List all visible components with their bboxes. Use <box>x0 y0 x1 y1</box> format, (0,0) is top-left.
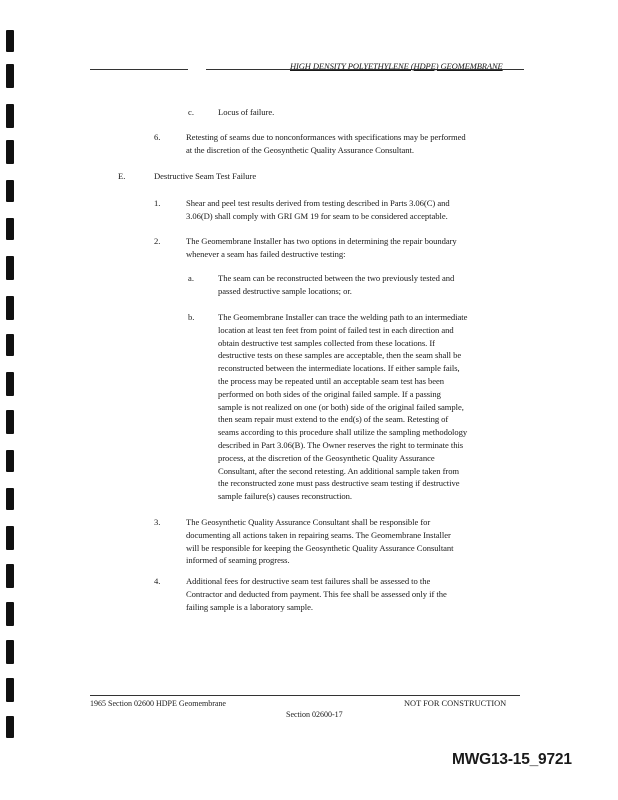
binder-mark <box>6 410 14 434</box>
item-2b-marker: b. <box>188 312 195 322</box>
binder-mark <box>6 602 14 626</box>
text-line: The seam can be reconstructed between the two previously tested and <box>218 273 455 283</box>
section-e-heading: Destructive Seam Test Failure <box>154 171 257 181</box>
text-line: Additional fees for destructive seam test failures shall be assessed to the <box>186 576 431 586</box>
text-line: The Geosynthetic Quality Assurance Consultant shall be responsible for <box>186 517 431 527</box>
item-2a-text <box>218 272 454 298</box>
binder-mark <box>6 564 14 588</box>
binder-mark <box>6 296 14 320</box>
item-6-marker: 6. <box>154 132 161 142</box>
item-1-marker: 1. <box>154 198 161 208</box>
text-line: then seam repair must extend to the end(s) of the seam. Retesting of <box>218 414 449 425</box>
text-line: whenever a seam has failed destructive testing: <box>186 248 346 259</box>
footer-page-number: Section 02600-17 <box>286 710 343 719</box>
text-line: sample failure(s) causes reconstruction. <box>218 491 353 502</box>
text-line: documenting all actions taken in repairing seams. The Geomembrane Installer <box>186 529 451 540</box>
text-line: at the discretion of the Geosynthetic Quality Assurance Consultant. <box>186 144 414 155</box>
text-line: will be responsible for keeping the Geosynthetic Quality Assurance Consultant <box>186 542 454 553</box>
item-3-marker: 3. <box>154 517 161 527</box>
binder-mark <box>6 64 14 88</box>
binder-mark <box>6 104 14 128</box>
binder-mark <box>6 256 14 280</box>
item-2-marker: 2. <box>154 236 161 246</box>
binder-mark <box>6 180 14 202</box>
binder-mark <box>6 30 14 52</box>
binder-mark <box>6 678 14 702</box>
text-line: passed destructive sample locations; or. <box>218 285 352 296</box>
binder-mark <box>6 450 14 472</box>
binder-mark <box>6 140 14 164</box>
section-e-marker: E. <box>118 171 126 181</box>
footer-left: 1965 Section 02600 HDPE Geomembrane <box>90 699 226 708</box>
text-line: performed on both sides of the original failed sample. If a passing <box>218 388 441 399</box>
text-line: Retesting of seams due to nonconformances with specifications may be performed <box>186 132 466 142</box>
text-line: The Geomembrane Installer can trace the welding path to an intermediate <box>218 312 468 322</box>
text-line: The Geomembrane Installer has two options in determining the repair boundary <box>186 236 457 246</box>
item-6-text <box>186 131 466 157</box>
text-line: destructive tests on these samples are acceptable, then the seam shall be <box>218 350 462 361</box>
bates-stamp: MWG13-15_9721 <box>452 751 572 768</box>
footer-rule <box>90 695 520 696</box>
text-line: Contractor and deducted from payment. This fee shall be assessed only if the <box>186 588 447 599</box>
text-line: the reconstructed zone must pass destructive seam testing if destructive <box>218 478 460 489</box>
text-line: obtain destructive test samples collected from these locations. If <box>218 337 435 348</box>
binder-mark <box>6 526 14 550</box>
footer-right: NOT FOR CONSTRUCTION <box>404 699 507 708</box>
item-3-text <box>186 516 454 567</box>
binder-mark <box>6 334 14 356</box>
item-2-text <box>186 235 457 261</box>
item-4-text <box>186 575 447 613</box>
binder-mark <box>6 716 14 738</box>
text-line: failing sample is a laboratory sample. <box>186 601 313 612</box>
item-c-marker: c. <box>188 107 194 117</box>
text-line: Consultant, after the second retesting. An additional sample taken from <box>218 465 460 476</box>
item-2b-text <box>218 311 467 503</box>
text-line: location at least ten feet from point of failed test in each direction and <box>218 324 454 335</box>
text-line: the process may be repeated until an acceptable seam test has been <box>218 375 445 386</box>
header-rule-left <box>90 69 188 70</box>
text-line: 3.06(D) shall comply with GRI GM 19 for seam to be considered acceptable. <box>186 210 448 221</box>
binder-mark <box>6 640 14 664</box>
header-title: HIGH DENSITY POLYETHYLENE (HDPE) GEOMEMBRANE <box>290 61 503 71</box>
text-line: sample is not realized on one (or both) side of the original failed sample, <box>218 401 464 412</box>
item-2a-marker: a. <box>188 273 194 283</box>
binder-mark <box>6 372 14 396</box>
text-line: informed of seaming progress. <box>186 555 290 566</box>
binder-mark <box>6 488 14 510</box>
item-c-text: Locus of failure. <box>218 107 275 117</box>
item-1-text <box>186 197 450 223</box>
text-line: process, at the discretion of the Geosynthetic Quality Assurance <box>218 452 435 463</box>
text-line: seams according to this procedure shall utilize the sampling methodology <box>218 427 468 438</box>
binder-mark <box>6 218 14 240</box>
item-4-marker: 4. <box>154 576 161 586</box>
text-line: Shear and peel test results derived from testing described in Parts 3.06(C) and <box>186 198 450 208</box>
text-line: reconstructed between the intermediate locations. If either sample fails, <box>218 363 460 374</box>
text-line: described in Part 3.06(B). The Owner reserves the right to terminate this <box>218 439 464 450</box>
